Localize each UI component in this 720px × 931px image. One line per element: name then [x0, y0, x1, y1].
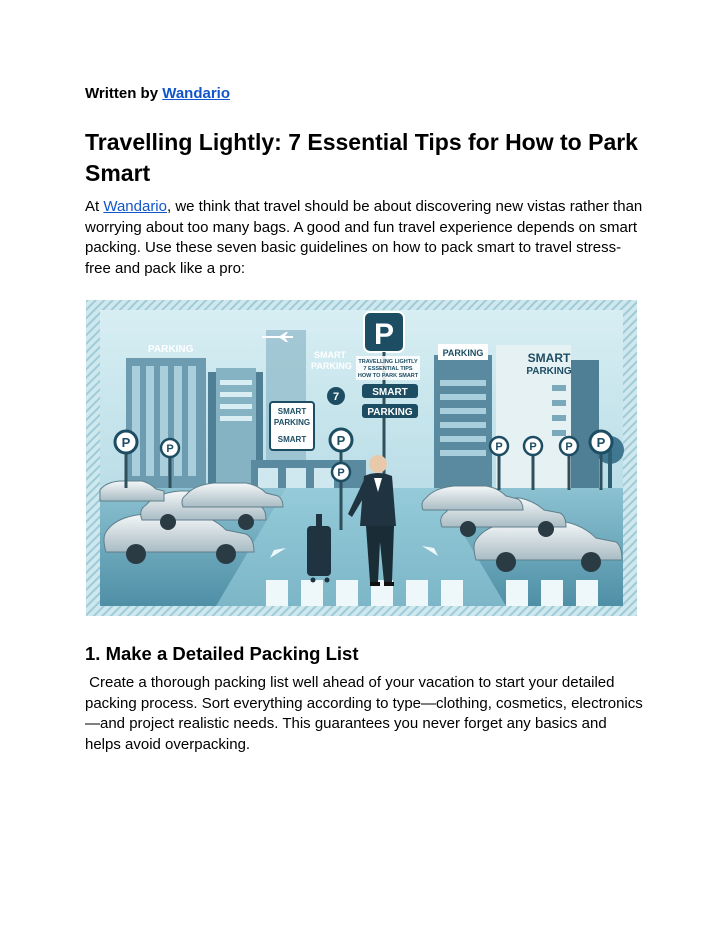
parking-sign-right	[438, 344, 488, 360]
svg-text:P: P	[337, 467, 345, 479]
svg-text:P: P	[565, 441, 573, 453]
svg-text:TRAVELLING LIGHTLY: TRAVELLING LIGHTLY	[358, 359, 418, 365]
svg-text:SMART: SMART	[372, 387, 408, 398]
seven-sign	[327, 387, 345, 405]
author-link[interactable]: Wandario	[162, 85, 231, 102]
svg-text:PARKING: PARKING	[526, 366, 572, 377]
svg-text:PARKING: PARKING	[311, 361, 352, 371]
byline-prefix: Written by	[85, 85, 163, 102]
svg-text:SMART: SMART	[277, 435, 307, 444]
svg-text:PARKING: PARKING	[273, 418, 311, 427]
svg-text:7 ESSENTIAL TIPS: 7 ESSENTIAL TIPS	[363, 366, 413, 372]
svg-text:PARKING: PARKING	[442, 348, 484, 358]
intro-rest: , we think that travel should be about discovering new vistas rather than worrying about too many bags. A good and fun travel experience depends on smart packing. Use these seven basic guidelines on how to pack smart to travel stress-free and pack like a pro:	[85, 198, 643, 277]
smart-parking-sign-right	[526, 351, 572, 377]
intro-lead: At	[85, 198, 104, 215]
svg-text:P: P	[336, 433, 346, 448]
svg-text:SMART: SMART	[314, 350, 346, 360]
hero-illustration	[86, 300, 637, 616]
byline	[85, 84, 230, 104]
smart-sign	[362, 384, 418, 398]
svg-text:P: P	[495, 441, 503, 453]
svg-text:PARKING: PARKING	[367, 407, 413, 418]
svg-text:HOW TO PARK SMART: HOW TO PARK SMART	[357, 373, 419, 379]
svg-text:P: P	[121, 435, 131, 450]
svg-text:PARKING: PARKING	[148, 344, 194, 355]
svg-text:SMART: SMART	[527, 351, 571, 365]
svg-text:P: P	[373, 318, 395, 351]
smart-parking-sign-mid	[270, 402, 314, 450]
section-heading: 1. Make a Detailed Packing List	[85, 643, 359, 664]
parking-illustration	[86, 300, 637, 616]
svg-text:P: P	[596, 435, 606, 450]
intro-paragraph	[85, 197, 645, 279]
svg-text:7: 7	[332, 391, 340, 403]
page-title: Travelling Lightly: 7 Essential Tips for How to Park Smart	[85, 129, 638, 186]
svg-text:P: P	[529, 441, 537, 453]
brand-link[interactable]: Wandario	[103, 198, 167, 215]
section-body: Create a thorough packing list well ahead of your vacation to start your detailed packing process. Sort everything according to type—clothing, cosmetics, electronics—and project realistic needs. This guarantees you never forget any basics and helps avoid overpacking.	[85, 674, 643, 753]
svg-text:P: P	[166, 443, 174, 455]
smart-parking-sign-small	[311, 350, 352, 371]
title-board	[356, 356, 420, 380]
parking-sign	[362, 404, 418, 418]
svg-text:SMART: SMART	[277, 407, 307, 416]
